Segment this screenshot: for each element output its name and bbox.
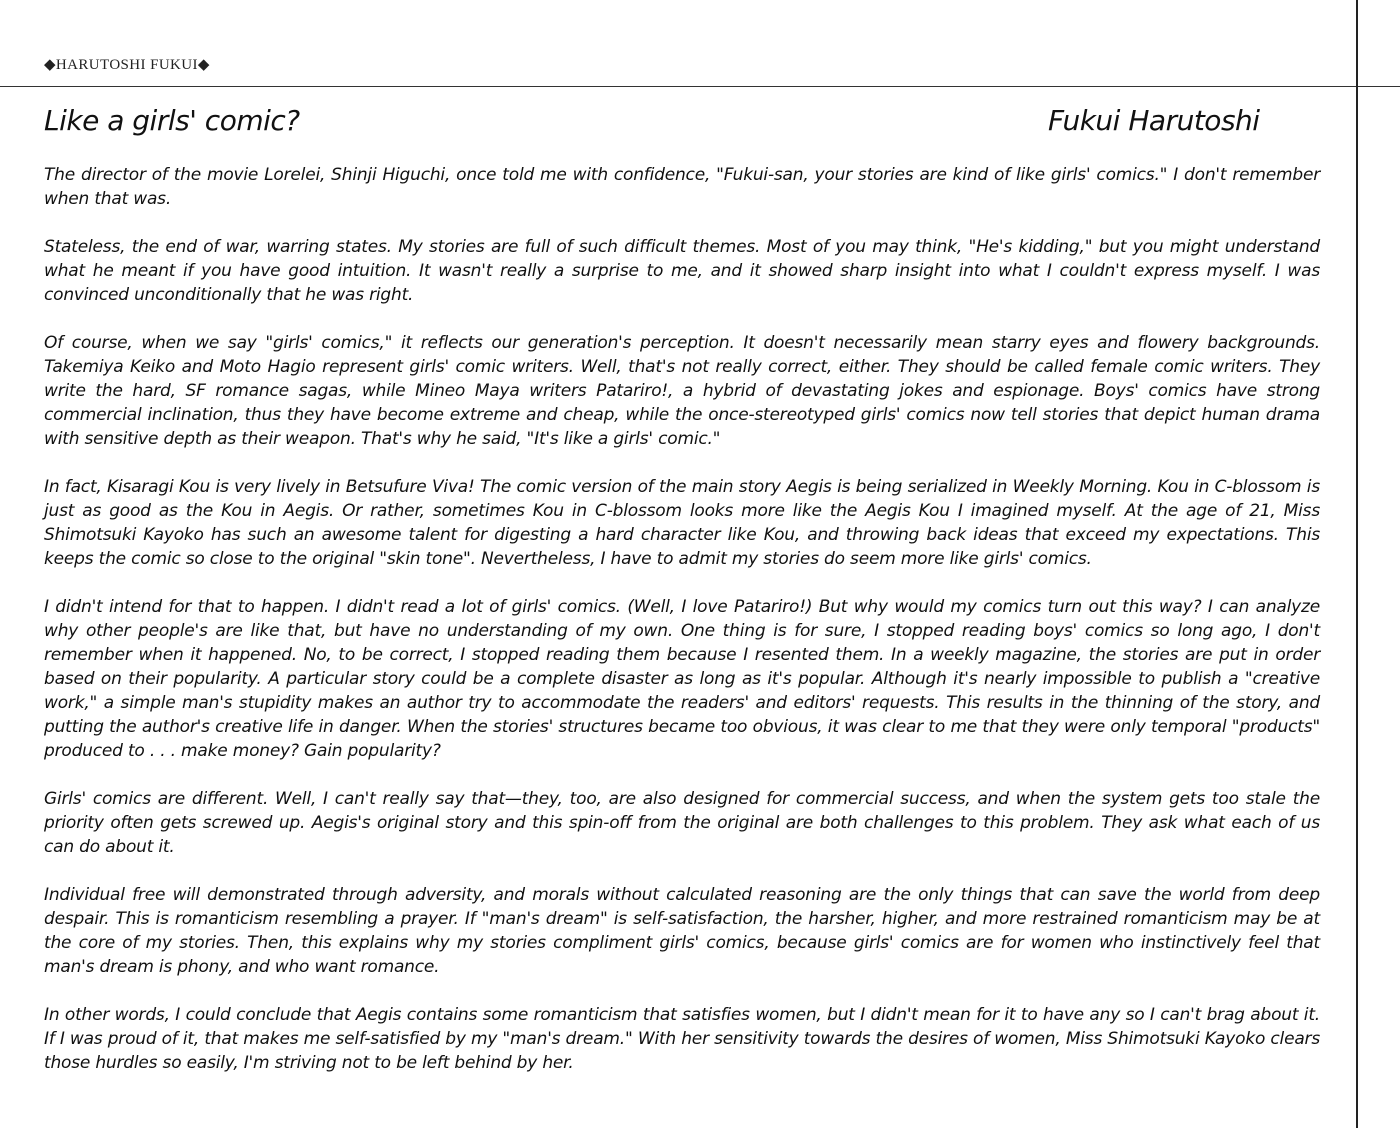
paragraph: In other words, I could conclude that Aegis contains some romanticism that satisfies women, but I didn't mean for it to have any so I can't brag about it. If I was proud of it, that makes me self-satisfied by my "man's dream." With her sensitivity towards the desires of women, Miss Shimotsuki Kayoko clears those hurdles so easily, I'm striving not to be left behind by her. (44, 1005, 1320, 1073)
paragraph: In fact, Kisaragi Kou is very lively in Betsufure Viva! The comic version of the main story Aegis is being serialized in Weekly Morning. Kou in C-blossom is just as good as the Kou in Aegis. Or rather, sometimes Kou in C-blossom looks more like the Aegis Kou I imagined myself. At the age of 21, Miss Shimotsuki Kayoko has such an awesome talent for digesting a hard character like Kou, and throwing back ideas that exceed my expectations. This keeps the comic so close to the original "skin tone". Nevertheless, I have to admit my stories do seem more like girls' comics. (44, 477, 1320, 569)
header-divider (0, 86, 1400, 87)
paragraph: Individual free will demonstrated through adversity, and morals without calculated reasoning are the only things that can save the world from deep despair. This is romanticism resembling a prayer. If "man's dream" is self-satisfaction, the harsher, higher, and more restrained romanticism may be at the core of my stories. Then, this explains why my stories compliment girls' comics, because girls' comics are for women who instinctively feel that man's dream is phony, and who want romance. (44, 885, 1320, 977)
essay-author: Fukui Harutoshi (1048, 104, 1260, 137)
running-header: ◆HARUTOSHI FUKUI◆ (44, 57, 210, 73)
paragraph: Stateless, the end of war, warring states. My stories are full of such difficult themes. Most of you may think, "He's kidding," but you might understand what he meant if you have good intuition. It wasn't really a surprise to me, and it showed sharp insight into what I couldn't express myself. I was convinced unconditionally that he was right. (44, 237, 1320, 305)
page-edge-rule (1356, 0, 1358, 1128)
essay-title: Like a girls' comic? (44, 104, 300, 137)
essay-body (44, 163, 1320, 1099)
paragraph: Girls' comics are different. Well, I can't really say that—they, too, are also designed for commercial success, and when the system gets too stale the priority often gets screwed up. Aegis's original story and this spin-off from the original are both challenges to this problem. They ask what each of us can do about it. (44, 789, 1320, 857)
paragraph: The director of the movie Lorelei, Shinji Higuchi, once told me with confidence, "Fukui-san, your stories are kind of like girls' comics." I don't remember when that was. (44, 165, 1320, 209)
paragraph: Of course, when we say "girls' comics," it reflects our generation's perception. It doesn't necessarily mean starry eyes and flowery backgrounds. Takemiya Keiko and Moto Hagio represent girls' comic writers. Well, that's not really correct, either. They should be called female comic writers. They write the hard, SF romance sagas, while Mineo Maya writers Patariro!, a hybrid of devastating jokes and espionage. Boys' comics have strong commercial inclination, thus they have become extreme and cheap, while the once-stereotyped girls' comics now tell stories that depict human drama with sensitive depth as their weapon. That's why he said, "It's like a girls' comic." (44, 333, 1320, 449)
paragraph: I didn't intend for that to happen. I didn't read a lot of girls' comics. (Well, I love Patariro!) But why would my comics turn out this way? I can analyze why other people's are like that, but have no understanding of my own. One thing is for sure, I stopped reading boys' comics so long ago, I don't remember when it happened. No, to be correct, I stopped reading them because I resented them. In a weekly magazine, the stories are put in order based on their popularity. A particular story could be a complete disaster as long as it's popular. Although it's nearly impossible to publish a "creative work," a simple man's stupidity makes an author try to accommodate the readers' and editors' requests. This results in the thinning of the story, and putting the author's creative life in danger. When the stories' structures became too obvious, it was clear to me that they were only temporal "products" produced to . . . make money? Gain popularity? (44, 597, 1320, 761)
